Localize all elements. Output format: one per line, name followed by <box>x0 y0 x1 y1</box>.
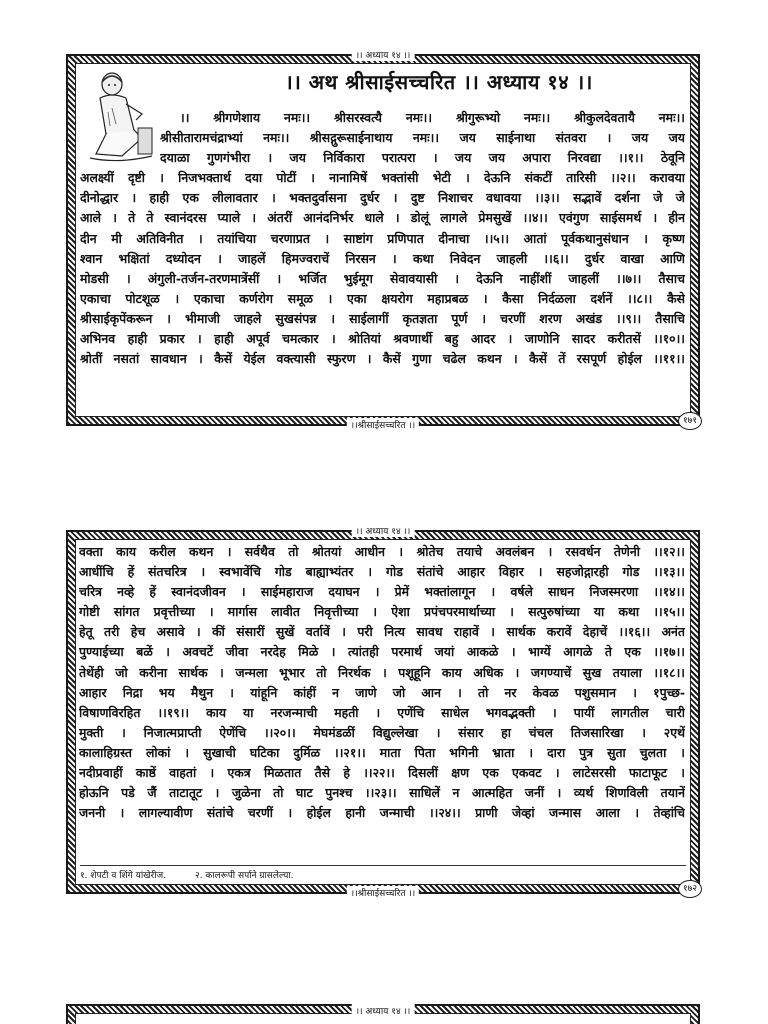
verse-line: श्रीसाईकृपेंकरून । भीमाजी जाहले सुखसंपन्न । साईलागीं कृतज्ञता पूर्ण । चरणीं शरण अखंड ।।९।। तैसाचि <box>80 310 685 326</box>
verse-line: तेथेंही जो करीना सार्थक । जन्मला भूभार तो निरर्थक । पशूहूनि काय अधिक । जगण्याचें सुख तयाला ।।१८।। <box>79 664 685 680</box>
page-173-partial <box>66 1004 700 1024</box>
verse-line: आहार निद्रा भय मैथुन । यांहूनि कांहीं न जाणे जो आन । तो नर केवळ पशुसमान । १पुच्छ- <box>79 684 685 700</box>
verse-line: विषाणविरहित ।।१९।। काय या नरजन्माची महती । एणेंचि साधेल भगवद्भक्ती । पायीं लागतील चारी <box>79 704 685 720</box>
page-border <box>66 1004 700 1024</box>
verse-line: मोडसी । अंगुली-तर्जन-तरणमात्रेंसीं । भर्जित भुईमूग सेवावयासी । देऊनि नाहींशीं जाहलीं ।।७।। तैसाच <box>80 270 685 286</box>
verse-line: कालाहिग्रस्त लोकां । सुखाची घटिका दुर्मिळ ।।२१।। माता पिता भगिनी भ्राता । दारा पुत्र सुता चुलता । <box>79 744 685 760</box>
verse-line: जननी । लागल्यावीण संतांचे चरणीं । होईल हानी जन्माची ।।२४।। प्राणी जेव्हां जन्मास आला । तेव्हांचि <box>79 805 685 821</box>
page-number: १७२ <box>678 880 702 898</box>
verse-line: श्रीसीतारामचंद्राभ्यां नमः।। श्रीसद्गुरूसाईनाथाय नमः।। जय साईनाथा संतवरा । जय जय <box>160 130 685 146</box>
verse-line: मुक्ती । निजात्मप्राप्ती ऐणेंचि ।।२०।। मेघमंडळीं विद्युल्लेखा । संसार हा चंचल तिजसारिखा । २एथें <box>79 724 685 740</box>
verse-text <box>80 108 685 369</box>
verse-line: आधींचि हें संतचरित्र । स्वभावेंचि गोड बाह्याभ्यंतर । गोड संतांचे आहार विहार । सहजोद्गारही गोड ।।१३।। <box>79 564 685 580</box>
page-border <box>66 527 700 899</box>
page-171 <box>66 51 700 431</box>
page-body <box>75 539 691 885</box>
verse-line: दीन मी अतिविनीत । तयांचिया चरणाप्रत । साष्टांग प्रणिपात दीनाचा ।।५।। आतां पूर्वकथानुसंधान । कृष्ण <box>80 230 685 246</box>
verse-line: एकाचा पोटशूळ । एकाचा कर्णरोग समूळ । एका क्षयरोग महाप्रबळ । कैसा निर्दळला दर्शनें ।।८।। कैसे <box>80 290 685 306</box>
verse-line: दीनोद्धार । हाही एक लीलावतार । भक्तदुर्वासना दुर्धर । दुष्ट निशाचर वधावया ।।३।। सद्भावें दर्शना जे जे <box>80 190 685 206</box>
verse-line: ।। श्रीगणेशाय नमः।। श्रीसरस्वत्यै नमः।। श्रीगुरूभ्यो नमः।। श्रीकुलदेवतायै नमः।। <box>180 110 685 125</box>
footnote: २. कालरूपी सर्पाने ग्रासलेल्या. <box>194 871 294 881</box>
verse-line: अभिनव हाही प्रकार । हाही अपूर्व चमत्कार । श्रोतियां श्रवणार्थी बहु आदर । जाणोनि सादर करीतसें ।।१०।। <box>80 331 685 347</box>
page-footer: ।।श्रीसाईसच्चरित ।। <box>347 886 419 899</box>
page-number: १७१ <box>678 412 702 430</box>
page-border <box>66 51 700 431</box>
verse-line: वक्ता काय करील कथन । सर्वथैव तो श्रोतयां आधीन । श्रोतेच तयाचे अवलंबन । रसवर्धन तेणेनी ।।१२।। <box>79 544 685 559</box>
page-body <box>75 63 691 417</box>
verse-line: दयाळा गुणगंभीरा । जय निर्विकारा परात्परा । जय जय अपारा निरवद्या ।।१।। ठेवूनि <box>160 150 685 166</box>
page-172 <box>66 527 700 899</box>
verse-line: श्रोतीं नसतां सावधान । कैसें येईल वक्त्यासी स्फुरण । कैसें गुणा चढेल कथन । कैसें तें रसपूर्ण होईल ।।११।। <box>80 351 685 367</box>
verse-line: आले । ते ते स्वानंदरस प्याले । अंतरीं आनंदनिर्भर धाले । डोलूं लागले प्रेमसुखें ।।४।। एवंगुण साईसमर्थ । हीन <box>80 210 685 226</box>
verse-line: नदीप्रवाहीं काष्ठें वाहतां । एकत्र मिळतात तैसे हे ।।२२।। दिसलीं क्षण एक एकवट । लाटेसरसी फाटाफूट । <box>79 765 685 781</box>
verse-line: श्वान भक्षितां दध्योदन । जाहलें हिमज्वराचें निरसन । कथा निवेदन जाहली ।।६।। दुर्धर वाखा आणि <box>80 250 685 266</box>
verse-line: होऊनि पडे जैं ताटातूट । जुळेना तो घाट पुनश्च ।।२३।। साधिलें न आत्महित जनीं । व्यर्थ शिणविली तयानें <box>79 785 685 801</box>
page-header: ।। अध्याय १४ ।। <box>352 1004 415 1017</box>
chapter-title: ।। अथ श्रीसाईसच्चरित ।। अध्याय १४ ।। <box>285 70 593 94</box>
verse-line: चरित्र नव्हे हें स्वानंदजीवन । साईमहाराज दयाघन । प्रेमें भक्तांलागून । वर्षले साधन निजस्मरणा ।।१४।। <box>79 584 685 600</box>
verse-line: पुण्याईच्या बळें । अवचटें जीवा नरदेह मिळे । त्यांतही परमार्थ जयां आकळे । भाग्यें आगळे ते एक ।।१७।। <box>79 644 685 660</box>
footnote: १. शेपटी व शिंगे यांखेरीज. <box>80 871 167 881</box>
verse-text <box>79 542 685 823</box>
footnotes <box>80 865 686 881</box>
verse-line: हेतू तरी हेच असावे । कीं संसारीं सुखें वर्तावें । परी नित्य सावध राहावें । सार्थक करावें देहाचें ।।१६।। अनंत <box>79 624 685 640</box>
page-header: ।। अध्याय १४ ।। <box>352 524 415 537</box>
page-header: ।। अध्याय १४ ।। <box>352 48 415 61</box>
verse-line: अलक्ष्यीं दृष्टी । निजभक्तार्थ दया पोटीं । नानामिषें भक्तांसी भेटी । देऊनि संकटीं तारिसी ।।२।। करावया <box>80 170 685 186</box>
page-footer: ।।श्रीसाईसच्चरित ।। <box>347 418 419 431</box>
verse-line: गोष्टी सांगत प्रवृत्तीच्या । मार्गास लावीत निवृत्तीच्या । ऐशा प्रपंचपरमार्थाच्या । सत्पुरुषांच्या या कथा ।।१५।। <box>79 604 685 620</box>
